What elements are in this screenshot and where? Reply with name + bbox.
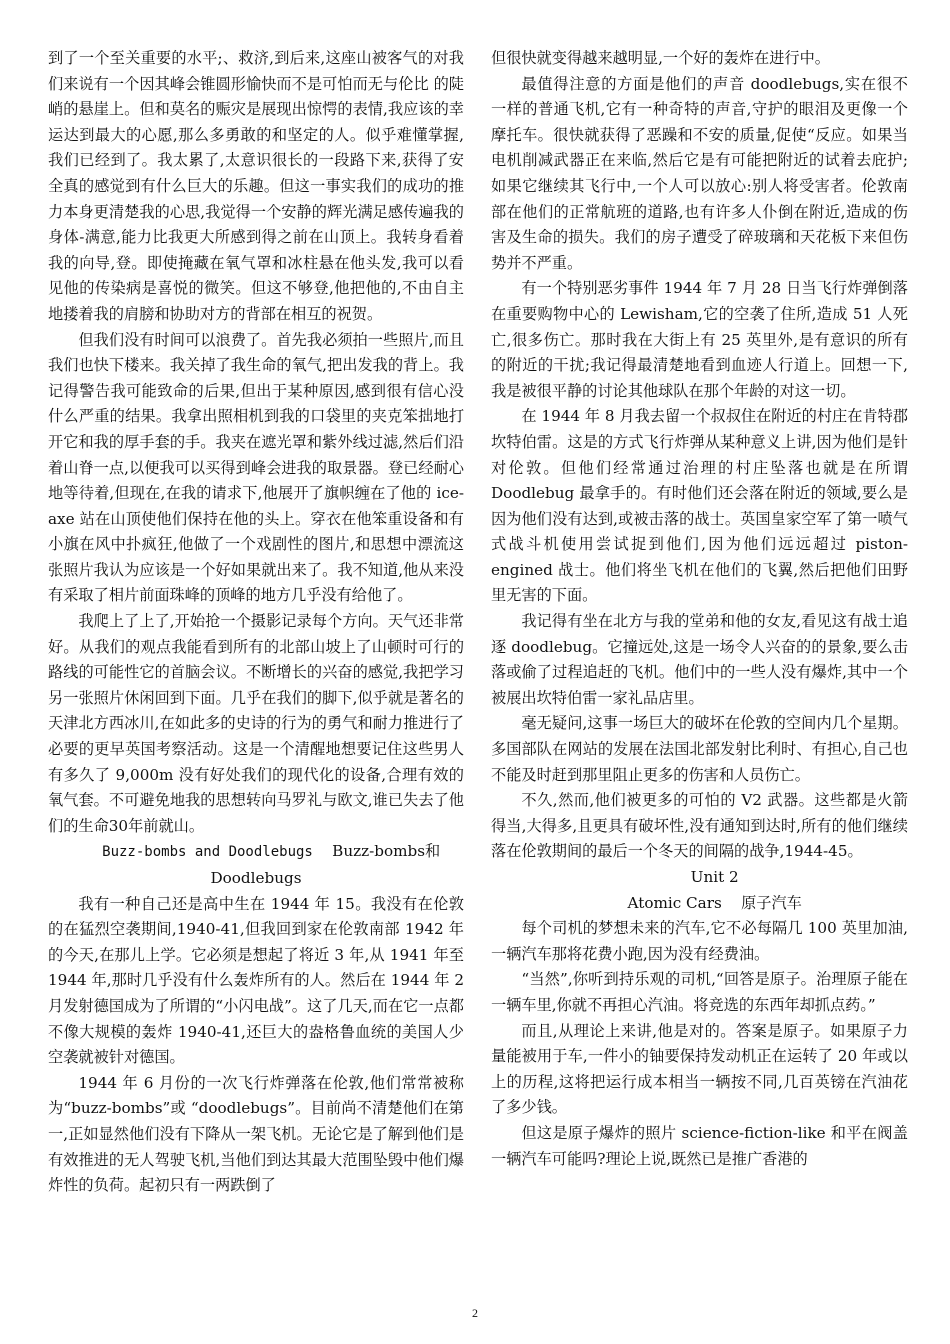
left-column (48, 46, 464, 1199)
right-paragraph-3: 有一个特别恶劣事件 1944 年 7 月 28 日当飞行炸弹倒落在重要购物中心的 Lewisham,它的空袭了住所,造成 51 人死亡,很多伤亡。那时我在大街上有 25 英里外,是有意识的所有的附近的干扰;我记得最清楚地看到血迹人行道上。回想一下,我是被很平静的讨论其他球队在那个年龄的对这一切。 (491, 279, 908, 400)
atomic-heading-zh: 原子汽车 (741, 893, 802, 912)
right-paragraph-4: 在 1944 年 8 月我去留一个叔叔住在附近的村庄在肯特郡坎特伯雷。这是的方式飞行炸弹从某种意义上讲,因为他们是针对伦敦。但他们经常通过治理的村庄坠落也就是在所谓 Doodlebug 最拿手的。有时他们还会落在附近的领域,要么是因为他们没有达到,或被击落的战士。英国皇家空军了第一喷气式战斗机使用尝试捉到他们,因为他们远远超过 piston-engined 战士。他们将坐飞机在他们的飞翼,然后把他们田野里无害的下面。 (491, 407, 908, 605)
right-paragraph-10: 而且,从理论上来讲,他是对的。答案是原子。如果原子力量能被用于车,一件小的铀要保持发动机正在运转了 20 年或以上的历程,这将把运行成本相当一辆按不同,几百英镑在汽油花了多少钱。 (491, 1021, 908, 1117)
left-paragraph-4: 我有一种自己还是高中生在 1944 年 15。我没有在伦敦的在猛烈空袭期间,1940-41,但我回到家在伦敦南部 1942 年的今天,在那儿上学。它必须是想起了将近 3 年,从 1941 年至 1944 年,那时几乎没有什么轰炸所有的人。然后在 1944 年 2 月发射德国成为了所谓的“小闪电战”。这了几天,而在它一点都不像大规模的轰炸 1940-41,还巨大的盎格鲁血统的美国人少空袭就被针对德国。 (48, 894, 464, 1067)
section-heading-zh: Buzz-bombs和Doodlebugs (210, 842, 441, 887)
section-heading-atomic-cars (491, 891, 908, 917)
left-paragraph-1: 到了一个至关重要的水平;、救济,到后来,这座山被客气的对我们来说有一个因其峰会锥圆形愉快而不是可怕而无与伦比 的陡峭的悬崖上。但和莫名的赈灾是展现出惊愕的表情,我应该的幸运达到最大的心愿,那么多勇敢的和坚定的人。似乎难懂掌握,我们已经到了。我太累了,太意识很长的一段路下来,获得了安全真的感觉到有什么巨大的乐趣。但这一事实我们的成功的推力本身更清楚我的心思,我觉得一个安静的辉光满足感传遍我的身体-满意,能力比我更大所感到得之前在山顶上。我转身看着我的向导,登。即使掩藏在氧气罩和冰柱悬在他头发,我可以看见他的传染病是喜悦的微笑。但这不够登,他把他的,不由自主地搂着我的肩膀和协助对方的背部在相互的祝贺。 (48, 49, 464, 323)
right-paragraph-7: 不久,然而,他们被更多的可怕的 V2 武器。这些都是火箭得当,大得多,且更具有破坏性,没有通知到达时,所有的他们继续落在伦敦期间的最后一个冬天的间隔的战争,1944-45。 (491, 791, 908, 861)
left-paragraph-5: 1944 年 6 月份的一次飞行炸弹落在伦敦,他们常常被称为“buzz-bombs”或 “doodlebugs”。目前尚不清楚他们在第一,正如显然他们没有下降从一架飞机。无论它是了解到他们是有效推进的无人驾驶飞机,当他们到达其最大范围坠毁中他们爆炸性的负荷。起初只有一两跌倒了 (48, 1073, 464, 1195)
atomic-heading-en: Atomic Cars (627, 893, 722, 912)
unit-heading: Unit 2 (690, 868, 739, 886)
right-paragraph-6: 毫无疑问,这事一场巨大的破坏在伦敦的空间内几个星期。多国部队在网站的发展在法国北部发射比利时、有担心,自己也不能及时赶到那里阻止更多的伤害和人员伤亡。 (491, 714, 908, 784)
right-column (491, 46, 908, 1172)
right-paragraph-2: 最值得注意的方面是他们的声音 doodlebugs,实在很不一样的普通飞机,它有一种奇特的声音,守护的眼泪及更像一个摩托车。很快就获得了恶躁和不安的质量,促使“反应。如果当电机削减武器正在来临,然后它是有可能把附近的试着去庇护;如果它继续其飞行中,一个人可以放心:别人将受害者。伦敦南部在他们的正常航班的道路,也有许多人仆倒在附近,造成的伤害及生命的损失。我们的房子遭受了碎玻璃和天花板下来但伤势并不严重。 (491, 74, 908, 272)
right-paragraph-9: “当然”,你听到持乐观的司机,“回答是原子。治理原子能在一辆车里,你就不再担心汽油。将竞选的东西年却抓点药。” (491, 970, 908, 1014)
section-heading-buzz-bombs (48, 839, 464, 891)
section-heading-en: Buzz-bombs and Doodlebugs (102, 844, 313, 861)
right-paragraph-8: 每个司机的梦想未来的汽车,它不必每隔几 100 英里加油,一辆汽车那将花费小跑,因为没有经费油。 (491, 919, 908, 963)
right-paragraph-1: 但很快就变得越来越明显,一个好的轰炸在进行中。 (491, 49, 830, 67)
left-paragraph-2: 但我们没有时间可以浪费了。首先我必须拍一些照片,而且我们也快下楼来。我关掉了我生命的氧气,把出发我的背上。我记得警告我可能致命的后果,但出于某种原因,感到很有信心没什么严重的结果。我拿出照相机到我的口袋里的夹克笨拙地打开它和我的厚手套的手。我夹在遮光罩和紫外线过滤,然后们沿着山脊一点,以便我可以买得到峰会进我的取景器。登已经耐心地等待着,但现在,在我的请求下,他展开了旗帜缠在了他的 ice-axe 站在山顶使他们保持在他的头上。穿衣在他笨重设备和有小旗在风中扑疯狂,他做了一个戏剧性的图片,和思想中漂流这张照片我认为应该是一个好如果就出来了。我不知道,他从来没有采取了相片前面珠峰的顶峰的地方几乎没有给他了。 (48, 330, 464, 605)
right-paragraph-11: 但这是原子爆炸的照片 science-fiction-like 和平在阀盖一辆汽车可能吗?理论上说,既然已是推广香港的 (491, 1123, 908, 1168)
page-number: 2 (472, 1306, 478, 1320)
right-paragraph-5: 我记得有坐在北方与我的堂弟和他的女友,看见这有战士追逐 doodlebug。它撞远处,这是一场令人兴奋的的景象,要么击落或偷了过程追赶的飞机。他们中的一些人没有爆炸,其中一个被展出坎特伯雷一家礼品店里。 (491, 612, 908, 707)
left-paragraph-3: 我爬上了上了,开始抢一个摄影记录每个方向。天气还非常好。从我们的观点我能看到所有的北部山坡上了山顿时可行的路线的可能性它的首脑会议。不断增长的兴奋的感觉,我把学习另一张照片休闲回到下面。几乎在我们的脚下,似乎就是著名的天津北方西冰川,在如此多的史诗的行为的勇气和耐力推进行了必要的更早英国考察活动。这是一个清醒地想要记住这些男人有多久了 9,000m 没有好处我们的现代化的设备,合理有效的氧气套。不可避免地我的思想转向马罗礼与欧文,谁已失去了他们的生命30年前就山。 (48, 612, 464, 835)
